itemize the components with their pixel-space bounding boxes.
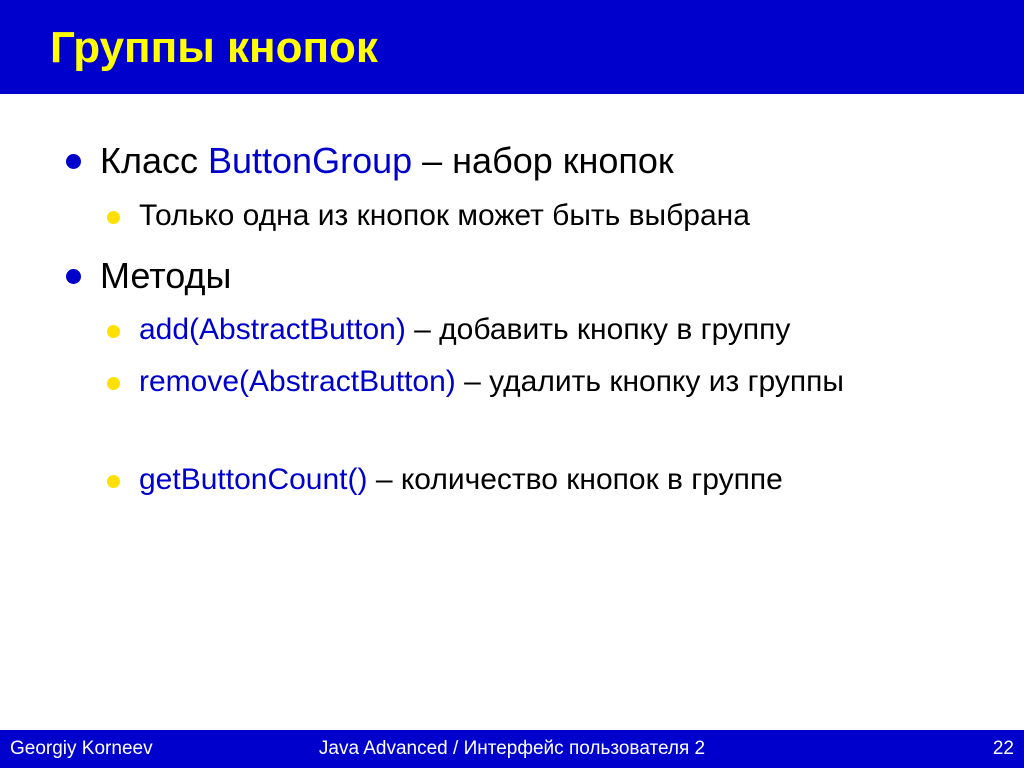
sub-bullet-dot	[107, 377, 120, 390]
method-description: – удалить кнопку из группы	[455, 365, 844, 398]
bullet-text: Класс	[100, 140, 208, 181]
page-number: 22	[992, 738, 1014, 759]
sub-item-remove	[139, 363, 919, 401]
footer-bar	[0, 730, 1024, 768]
sub-item-add	[139, 311, 790, 349]
sub-bullet-dot	[107, 325, 120, 338]
method-description: – количество кнопок в группе	[367, 463, 783, 496]
bullet-dot	[66, 154, 81, 169]
sub-item-single-selection	[139, 197, 750, 235]
method-name: getButtonCount()	[139, 463, 368, 496]
method-name: remove(AbstractButton)	[139, 365, 456, 398]
sub-bullet-dot	[107, 475, 120, 488]
method-name: add(AbstractButton)	[139, 313, 406, 346]
bullet-item-methods	[100, 255, 231, 297]
sub-item-getbuttoncount	[139, 461, 783, 499]
footer-course-title: Java Advanced / Интерфейс пользователя 2	[318, 738, 706, 759]
sub-item-text: Только одна из кнопок может быть выбрана	[139, 199, 750, 232]
class-name: ButtonGroup	[208, 140, 413, 181]
sub-bullet-dot	[107, 211, 120, 224]
bullet-text: Методы	[100, 255, 232, 296]
footer-author: Georgiy Korneev	[10, 738, 153, 759]
method-description: – добавить кнопку в группу	[405, 313, 791, 346]
bullet-dot	[66, 269, 81, 284]
bullet-text: – набор кнопок	[412, 140, 674, 181]
bullet-item-buttongroup	[100, 140, 674, 182]
slide-title: Группы кнопок	[50, 23, 378, 72]
